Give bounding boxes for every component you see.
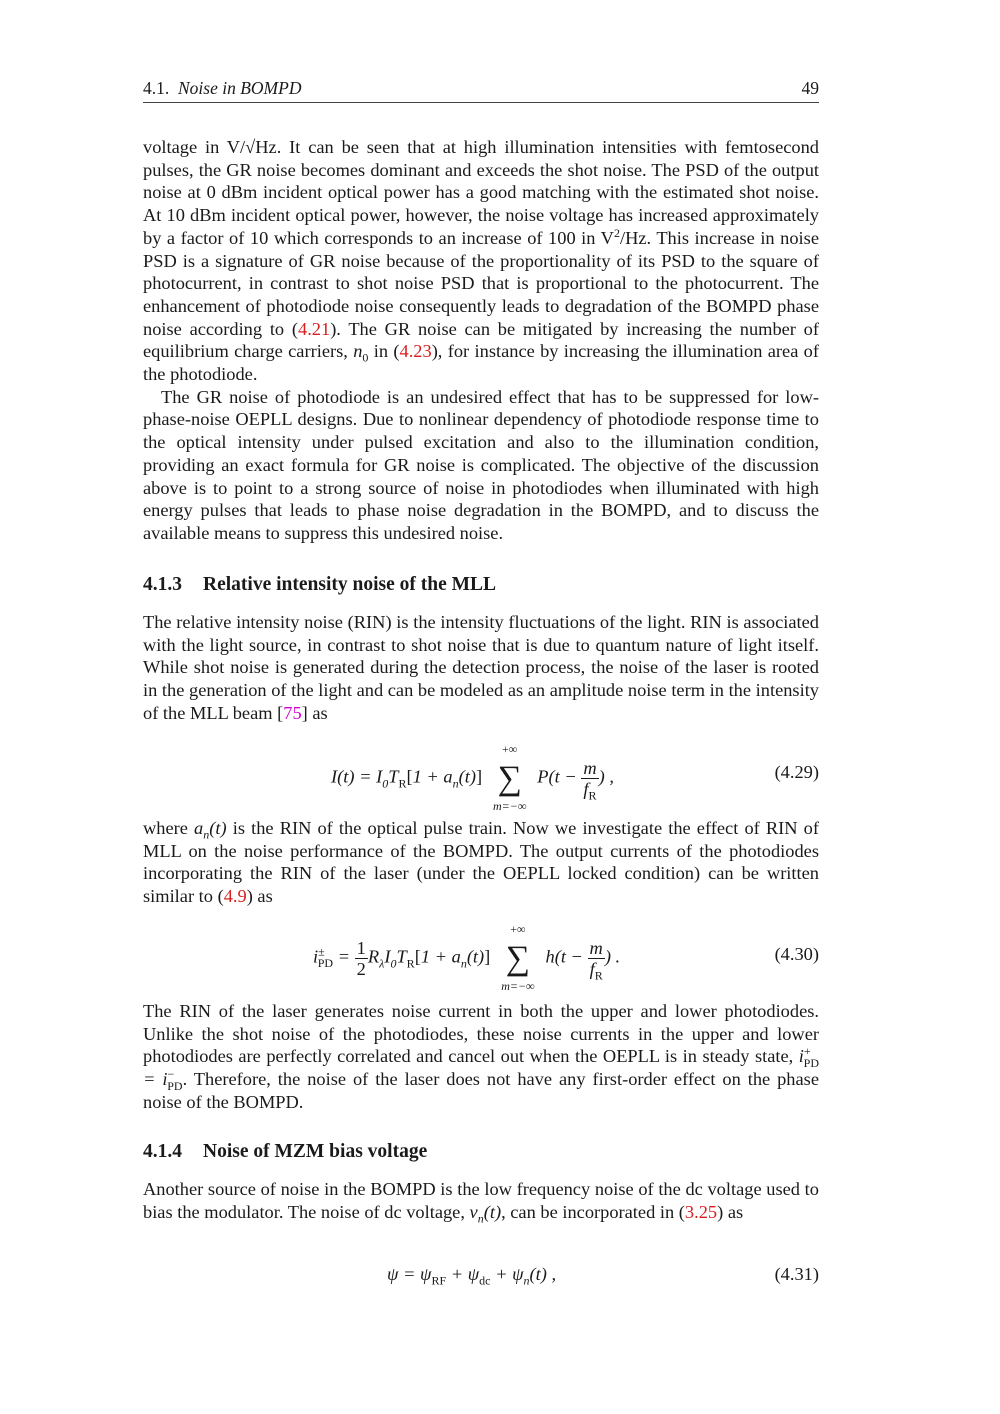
eq-ref-4-21[interactable]: 4.21 — [298, 318, 331, 339]
eq-ref-4-9[interactable]: 4.9 — [223, 886, 247, 907]
paragraph-gr-suppression: The GR noise of photodiode is an undesired effect that has to be suppressed for low-phase-noise OEPLL designs. Due to nonlinear dependency of photodiode response time to the optical intensity under pulsed excitation and also to the illumination condition, providing an exact formula for GR noise is complicated. The objective of the discussion above is to point to a strong source of noise in photodiodes when illuminated with high energy pulses that leads to phase noise degradation in the BOMPD, and to discuss the available means to suppress this undesired noise. — [143, 386, 819, 543]
paragraph-rin-effect: where $a_n(t)$ is the RIN of the optical pulse train. Now we investigate the effect of RIN of MLL on the noise performance of the BOMPD. The output currents of the photodiodes incorporating the RIN of the laser (under the OEPLL locked condition) can be written similar to (4.9) as — [143, 818, 819, 907]
section-heading-4-1-3: 4.1.3 Relative intensity noise of the MLL — [143, 574, 497, 595]
running-header — [143, 78, 819, 103]
eq-ref-3-25[interactable]: 3.25 — [684, 1201, 718, 1222]
paragraph-mzm-bias: Another source of noise in the BOMPD is the low frequency noise of the dc voltage used to bias the modulator. The noise of dc voltage, $v_n(t)$, can be incorporated in (3.25) as — [143, 1179, 819, 1226]
equation-body: $i^\pm_{PD}$ = $\frac{1}{2}$ $R_\lambda I_0T_R[1 + a_n(t)]$ +∞ ∑ m=−∞ h(t − $\frac{m}{f_R}$ ) . — [313, 921, 621, 993]
equation-number: (4.29) — [774, 762, 819, 782]
equation-body: $I(t) = I_0T_R[1 + a_n(t)]$ +∞ ∑ m=−∞ P(t − $\frac{m}{f_R}$ ) , — [331, 741, 614, 813]
equation-body: $\psi = \psi_{RF} + \psi_{dc} + \psi_n(t)$ , — [387, 1264, 557, 1288]
equation-4-31 — [143, 1264, 819, 1292]
equation-number: (4.31) — [774, 1264, 819, 1284]
equation-4-29 — [143, 741, 819, 813]
equation-number: (4.30) — [774, 944, 819, 964]
eq-ref-4-23[interactable]: 4.23 — [399, 341, 432, 362]
citation-75[interactable]: 75 — [283, 702, 302, 723]
paragraph-gr-noise: voltage in V/√Hz. It can be seen that at high illumination intensities with femtosecond pulses, the GR noise becomes dominant and exceeds the shot noise. The PSD of the output noise at 0 dBm incident optical power has a good matching with the estimated shot noise. At 10 dBm incident optical power, however, the noise voltage has increased approximately by a factor of 10 which corresponds to an increase of 100 in $V^2/Hz$. This increase in noise PSD is a signature of GR noise because of the proportionality of its PSD to the square of photocurrent, in contrast to shot noise PSD that is proportional to the photocurrent. The enhancement of photodiode noise consequently leads to degradation of the BOMPD phase noise according to (4.21). The GR noise can be mitigated by increasing the number of equilibrium charge carriers, $n_0$ in (4.23), for instance by increasing the illumination area of the photodiode. The GR noise of photodiode is an undesired effect that has to be suppressed for low-phase-noise OEPLL designs. Due to nonlinear dependency of photodiode response time to the optical intensity under pulsed excitation and also to the illumination condition, providing an exact formula for GR noise is complicated. The objective of the discussion above is to point to a strong source of noise in photodiodes when illuminated with high energy pulses that leads to phase noise degradation in the BOMPD, and to discuss the available means to suppress this undesired noise. — [143, 137, 820, 543]
paragraph-rin-cancel: The RIN of the laser generates noise current in both the upper and lower photodiodes. Unlike the shot noise of the photodiodes, these noise currents in the upper and lower photodiodes are perfectly correlated and cancel out when the OEPLL is in steady state, $i^+_{PD} = i^-_{PD}$. Therefore, the noise of the laser does not have any first-order effect on the phase noise of the BOMPD. — [143, 1001, 819, 1112]
page-number: 49 — [801, 78, 819, 98]
paragraph-rin-intro: The relative intensity noise (RIN) is the intensity fluctuations of the light. RIN is associated with the light source, in contrast to shot noise that is due to quantum nature of light itself. While shot noise is generated during the detection process, the noise of the laser is rooted in the generation of the light and can be modeled as an amplitude noise term in the intensity of the MLL beam [75] as — [143, 612, 819, 723]
section-heading-4-1-4: 4.1.4 Noise of MZM bias voltage — [143, 1141, 428, 1162]
header-section: 4.1. Noise in BOMPD — [143, 78, 302, 98]
equation-4-30 — [143, 921, 819, 993]
